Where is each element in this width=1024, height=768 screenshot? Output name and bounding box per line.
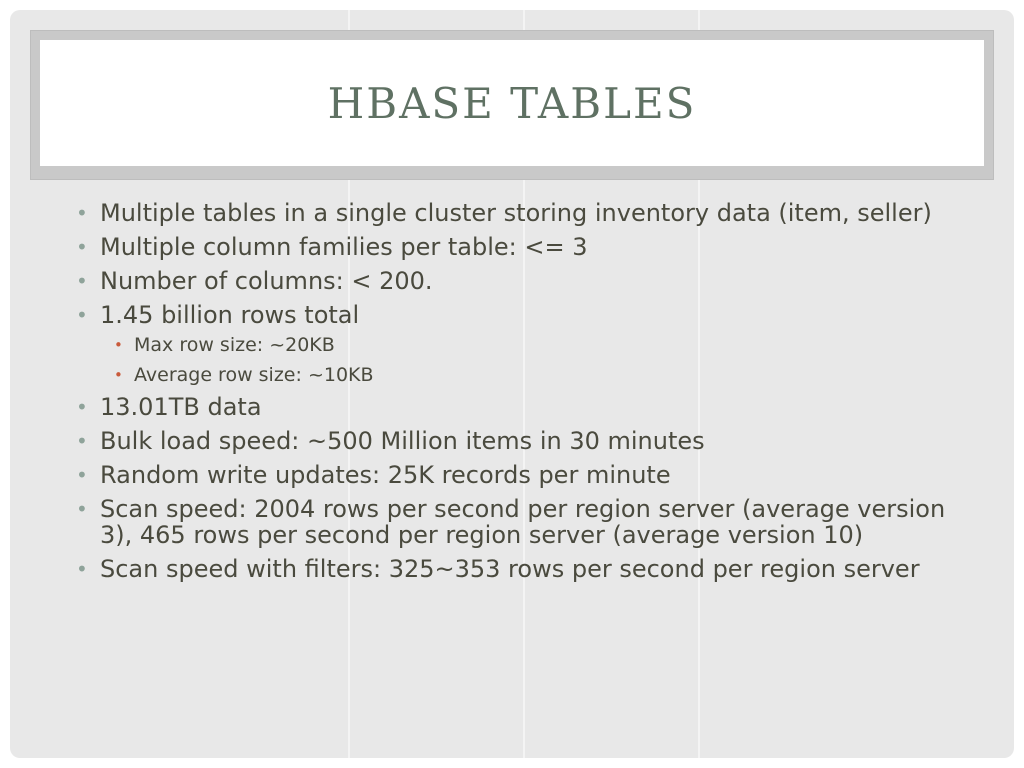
bullet-item — [70, 302, 970, 386]
sub-bullet-list — [100, 334, 970, 386]
bullet-item: • Bulk load speed: ~500 Million items in 30 minutes — [70, 428, 970, 454]
bullet-item: • 13.01TB data — [70, 394, 970, 420]
title-box — [40, 40, 984, 166]
bullet-item: • Number of columns: < 200. — [70, 268, 970, 294]
sub-bullet-item: • Max row size: ~20KB — [100, 334, 970, 356]
bullet-item: • Scan speed with filters: 325~353 rows per second per region server — [70, 556, 970, 582]
sub-bullet-item: • Average row size: ~10KB — [100, 364, 970, 386]
bullet-item: • Scan speed: 2004 rows per second per region server (average version 3), 465 rows per second per region server (average version 10) — [70, 496, 970, 548]
bullet-list — [70, 200, 970, 582]
slide — [10, 10, 1014, 758]
slide-title: HBASE TABLES — [327, 78, 697, 128]
bullet-text: 1.45 billion rows total — [100, 301, 360, 329]
bullet-item: • Random write updates: 25K records per minute — [70, 462, 970, 488]
slide-content — [70, 200, 970, 590]
bullet-item: • Multiple column families per table: <= 3 — [70, 234, 970, 260]
bullet-item: • Multiple tables in a single cluster storing inventory data (item, seller) — [70, 200, 970, 226]
